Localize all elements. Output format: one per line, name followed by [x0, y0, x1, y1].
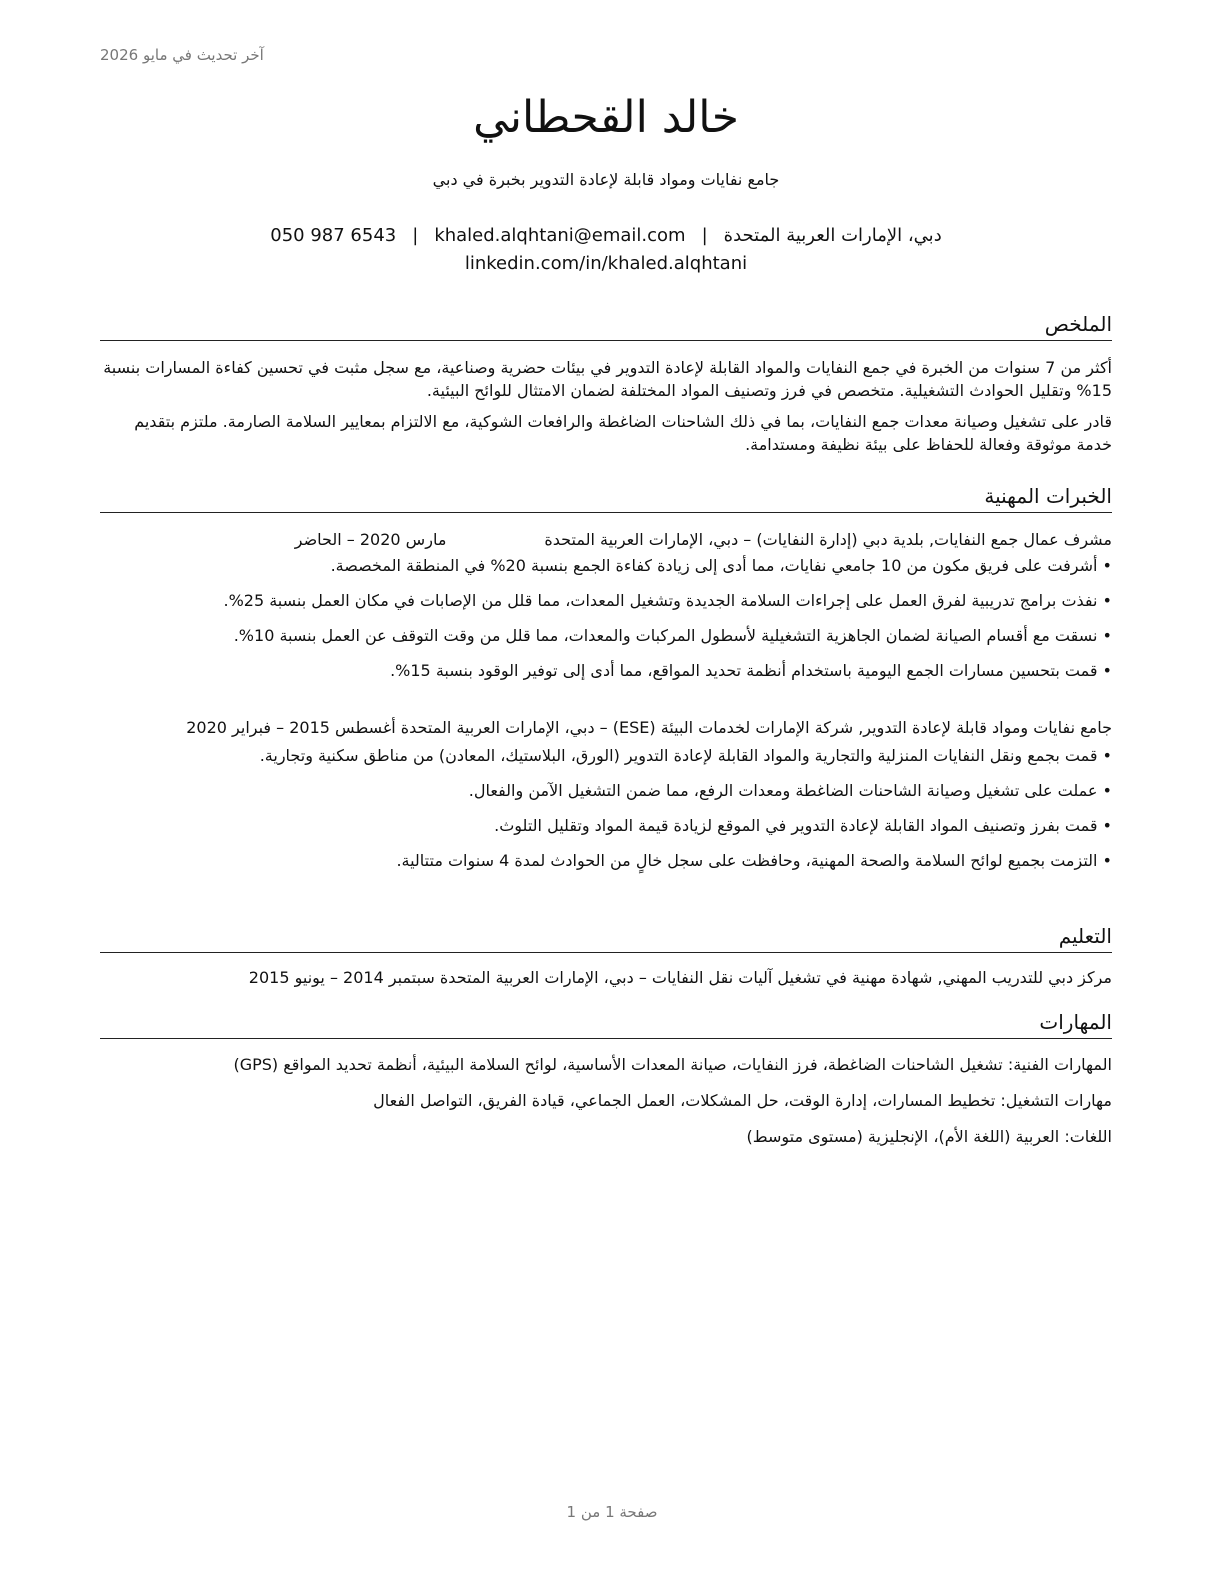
- skills-section: [100, 1052, 1112, 1160]
- job-bullet: • عملت على تشغيل وصيانة الشاحنات الضاغطة ومعدات الرفع، مما ضمن التشغيل الآمن والفعال.: [100, 779, 1112, 803]
- job-dates: مارس 2020 – الحاضر: [294, 530, 447, 549]
- education-entry: [100, 966, 1112, 989]
- skills-line: اللغات: العربية (اللغة الأم)، الإنجليزية (مستوى متوسط): [746, 1127, 1112, 1146]
- summary-paragraph: قادر على تشغيل وصيانة معدات جمع النفايات، بما في ذلك الشاحنات الضاغطة والرافعات الشوكية، مع الالتزام بمعايير السلامة الصارمة. ملتزم بتقديم خدمة موثوقة وفعالة للحفاظ على بيئة نظيفة ومستدامة.: [134, 412, 1112, 454]
- skills-line: مهارات التشغيل: تخطيط المسارات، إدارة الوقت، حل المشكلات، العمل الجماعي، قيادة الفريق، التواصل الفعال: [373, 1091, 1112, 1110]
- section-heading-experience: الخبرات المهنية: [100, 482, 1112, 513]
- contact-phone: 050 987 6543: [270, 225, 397, 246]
- job-header-gap: [446, 528, 544, 552]
- contact-info: [100, 222, 1112, 278]
- section-heading-skills: المهارات: [100, 1008, 1112, 1039]
- last-updated: آخر تحديث في مايو 2026: [100, 46, 264, 64]
- job-header: [100, 528, 1112, 552]
- education-line: مركز دبي للتدريب المهني, شهادة مهنية في تشغيل آليات نقل النفايات – دبي، الإمارات العربية المتحدة: [439, 968, 1112, 987]
- contact-line-2: [100, 250, 1112, 278]
- contact-email[interactable]: khaled.alqhtani@email.com: [434, 225, 686, 246]
- job-entry: [100, 528, 1112, 694]
- section-heading-summary: الملخص: [100, 310, 1112, 341]
- job-bullet: • نسقت مع أقسام الصيانة لضمان الجاهزية التشغيلية لأسطول المركبات والمعدات، مما قلل من وقت التوقف عن العمل بنسبة 10%.: [100, 624, 1112, 648]
- job-bullet: • نفذت برامج تدريبية لفرق العمل على إجراءات السلامة الجديدة وتشغيل المعدات، مما قلل من الإصابات في مكان العمل بنسبة 25%.: [100, 589, 1112, 613]
- job-dates: أغسطس 2015 – فبراير 2020: [186, 718, 396, 737]
- job-bullet: • التزمت بجميع لوائح السلامة والصحة المهنية، وحافظت على سجل خالٍ من الحوادث لمدة 4 سنوات متتالية.: [100, 849, 1112, 873]
- job-bullet: • قمت بجمع ونقل النفايات المنزلية والتجارية والمواد القابلة لإعادة التدوير (الورق، البلاستيك، المعادن) من مناطق سكنية وتجارية.: [100, 744, 1112, 768]
- resume-page: [100, 0, 1112, 1584]
- job-bullets: [100, 554, 1112, 683]
- contact-line-1: [100, 222, 1112, 250]
- skills-line: المهارات الفنية: تشغيل الشاحنات الضاغطة، فرز النفايات، صيانة المعدات الأساسية، لوائح السلامة البيئية، أنظمة تحديد المواقع (GPS): [233, 1055, 1112, 1074]
- job-role-line: مشرف عمال جمع النفايات, بلدية دبي (إدارة النفايات) – دبي، الإمارات العربية المتحدة: [544, 530, 1112, 549]
- page-number: صفحة 1 من 1: [566, 1503, 658, 1521]
- section-heading-education: التعليم: [100, 922, 1112, 953]
- contact-location: دبي، الإمارات العربية المتحدة: [723, 225, 942, 246]
- summary-paragraph: أكثر من 7 سنوات من الخبرة في جمع النفايات والمواد القابلة لإعادة التدوير في بيئات حضرية وصناعية، مع سجل مثبت في تحسين كفاءة المسارات بنسبة 15% وتقليل الحوادث التشغيلية. متخصص في فرز وتصنيف المواد المختلفة لضمان الامتثال للوائح البيئية.: [103, 358, 1112, 400]
- education-dates: سبتمبر 2014 – يونيو 2015: [248, 968, 435, 987]
- candidate-title: جامع نفايات ومواد قابلة لإعادة التدوير بخبرة في دبي: [432, 170, 780, 189]
- job-bullets: [100, 744, 1112, 873]
- contact-linkedin[interactable]: linkedin.com/in/khaled.alqhtani: [464, 253, 748, 274]
- job-role-line: جامع نفايات ومواد قابلة لإعادة التدوير, شركة الإمارات لخدمات البيئة (ESE) – دبي، الإمارات العربية المتحدة: [400, 718, 1112, 737]
- candidate-name: خالد القحطاني: [473, 92, 739, 143]
- summary-section: [100, 356, 1112, 464]
- job-bullet: • قمت بفرز وتصنيف المواد القابلة لإعادة التدوير في الموقع لزيادة قيمة المواد وتقليل التلوث.: [100, 814, 1112, 838]
- contact-separator: |: [701, 225, 708, 246]
- job-bullet: • أشرفت على فريق مكون من 10 جامعي نفايات، مما أدى إلى زيادة كفاءة الجمع بنسبة 20% في المنطقة المخصصة.: [100, 554, 1112, 578]
- job-header: [100, 716, 1112, 740]
- job-entry: [100, 716, 1112, 884]
- job-bullet: • قمت بتحسين مسارات الجمع اليومية باستخدام أنظمة تحديد المواقع، مما أدى إلى توفير الوقود بنسبة 15%.: [100, 659, 1112, 683]
- contact-separator: |: [412, 225, 419, 246]
